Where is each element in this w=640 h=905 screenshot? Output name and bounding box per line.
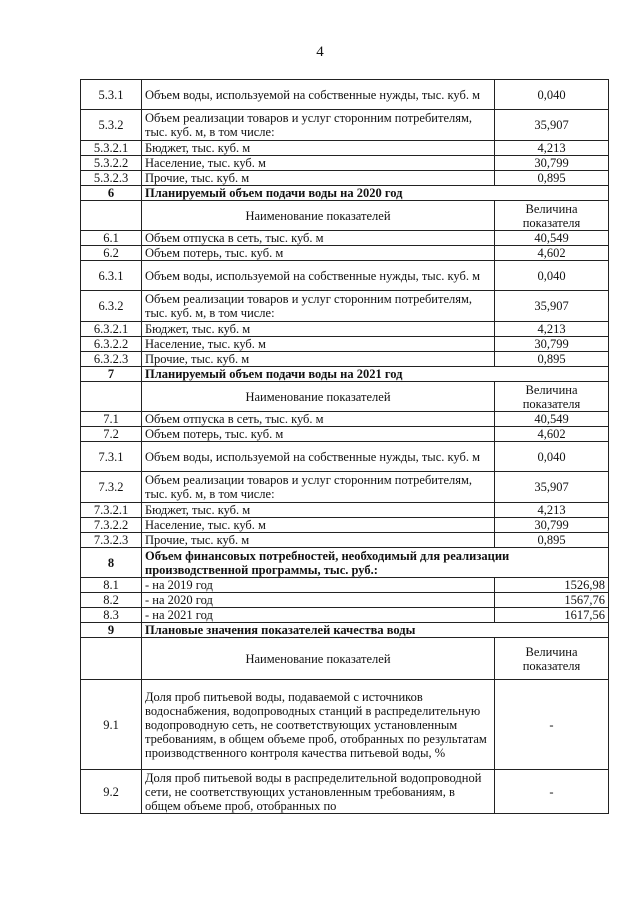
row-number: 5.3.2.3: [81, 171, 142, 186]
row-number: 9.2: [81, 770, 142, 814]
row-indicator: - на 2020 год: [142, 593, 495, 608]
row-indicator: Объем воды, используемой на собственные нужды, тыс. куб. м: [142, 80, 495, 110]
header-name-label: Наименование показателей: [142, 638, 495, 680]
header-blank-cell: [81, 638, 142, 680]
header-value-label: Величина показателя: [495, 382, 609, 412]
table-row: [81, 533, 609, 548]
section-title: Плановые значения показателей качества воды: [142, 623, 609, 638]
row-number: 8.1: [81, 578, 142, 593]
table-row: [81, 171, 609, 186]
row-indicator: Население, тыс. куб. м: [142, 156, 495, 171]
row-value: 4,213: [495, 503, 609, 518]
row-value: -: [495, 680, 609, 770]
row-value: 4,213: [495, 322, 609, 337]
table-row: [81, 593, 609, 608]
row-number: 6.3.2.2: [81, 337, 142, 352]
row-value: 1567,76: [495, 593, 609, 608]
section-row: [81, 186, 609, 201]
table-row: [81, 770, 609, 814]
row-value: 30,799: [495, 156, 609, 171]
row-number: 7.3.2.2: [81, 518, 142, 533]
table-row: [81, 578, 609, 593]
row-value: 0,895: [495, 352, 609, 367]
row-number: 7.3.2.1: [81, 503, 142, 518]
row-number: 8.3: [81, 608, 142, 623]
section-number: 9: [81, 623, 142, 638]
table-row: [81, 156, 609, 171]
table-row: [81, 291, 609, 322]
section-row: [81, 548, 609, 578]
row-value: 0,040: [495, 442, 609, 472]
row-value: 4,602: [495, 427, 609, 442]
row-indicator: Бюджет, тыс. куб. м: [142, 141, 495, 156]
row-value: 30,799: [495, 518, 609, 533]
row-indicator: Население, тыс. куб. м: [142, 337, 495, 352]
table-row: [81, 246, 609, 261]
table-row: [81, 442, 609, 472]
column-header-row: [81, 201, 609, 231]
table-row: [81, 141, 609, 156]
row-value: 35,907: [495, 110, 609, 141]
table-row: [81, 110, 609, 141]
row-indicator: Доля проб питьевой воды, подаваемой с источников водоснабжения, водопроводных станций в распределительную водопроводную сеть, не соответствующих установленным требованиям, в общем объеме проб, отобранных по результатам производственного контроля качества питьевой воды, %: [142, 680, 495, 770]
page-number: 4: [316, 44, 324, 60]
row-number: 5.3.2.1: [81, 141, 142, 156]
row-value: 0,895: [495, 171, 609, 186]
table-row: [81, 412, 609, 427]
row-number: 5.3.2.2: [81, 156, 142, 171]
row-indicator: Население, тыс. куб. м: [142, 518, 495, 533]
header-blank-cell: [81, 201, 142, 231]
row-value: 4,602: [495, 246, 609, 261]
section-title: Планируемый объем подачи воды на 2020 год: [142, 186, 609, 201]
row-indicator: Объем воды, используемой на собственные нужды, тыс. куб. м: [142, 261, 495, 291]
row-indicator: Объем отпуска в сеть, тыс. куб. м: [142, 231, 495, 246]
row-value: 0,040: [495, 80, 609, 110]
header-name-label: Наименование показателей: [142, 382, 495, 412]
row-number: 7.3.2: [81, 472, 142, 503]
section-number: 6: [81, 186, 142, 201]
row-value: -: [495, 770, 609, 814]
column-header-row: [81, 638, 609, 680]
row-indicator: Объем реализации товаров и услуг сторонним потребителям, тыс. куб. м, в том числе:: [142, 472, 495, 503]
table-row: [81, 231, 609, 246]
row-number: 7.1: [81, 412, 142, 427]
table-row: [81, 518, 609, 533]
row-number: 7.3.2.3: [81, 533, 142, 548]
table-row: [81, 261, 609, 291]
header-value-label: Величина показателя: [495, 638, 609, 680]
table-row: [81, 80, 609, 110]
row-value: 0,895: [495, 533, 609, 548]
row-value: 1526,98: [495, 578, 609, 593]
row-indicator: Объем воды, используемой на собственные нужды, тыс. куб. м: [142, 442, 495, 472]
section-title: Планируемый объем подачи воды на 2021 год: [142, 367, 609, 382]
row-indicator: Прочие, тыс. куб. м: [142, 352, 495, 367]
row-number: 8.2: [81, 593, 142, 608]
row-indicator: Объем реализации товаров и услуг сторонним потребителям, тыс. куб. м, в том числе:: [142, 291, 495, 322]
row-indicator: Объем реализации товаров и услуг сторонним потребителям, тыс. куб. м, в том числе:: [142, 110, 495, 141]
row-value: 1617,56: [495, 608, 609, 623]
row-indicator: Объем потерь, тыс. куб. м: [142, 427, 495, 442]
row-number: 6.3.1: [81, 261, 142, 291]
section-title: Объем финансовых потребностей, необходимый для реализации производственной программы, тыс. руб.:: [142, 548, 609, 578]
row-value: 40,549: [495, 231, 609, 246]
section-number: 8: [81, 548, 142, 578]
table-row: [81, 503, 609, 518]
table-row: [81, 352, 609, 367]
header-value-label: Величина показателя: [495, 201, 609, 231]
row-indicator: Объем потерь, тыс. куб. м: [142, 246, 495, 261]
row-number: 5.3.2: [81, 110, 142, 141]
row-value: 35,907: [495, 291, 609, 322]
row-indicator: Бюджет, тыс. куб. м: [142, 503, 495, 518]
row-value: 4,213: [495, 141, 609, 156]
row-indicator: Прочие, тыс. куб. м: [142, 533, 495, 548]
row-number: 6.3.2.1: [81, 322, 142, 337]
row-indicator: Доля проб питьевой воды в распределительной водопроводной сети, не соответствующих установленным требованиям, в общем объеме проб, отобранных по: [142, 770, 495, 814]
row-number: 6.3.2.3: [81, 352, 142, 367]
row-indicator: Бюджет, тыс. куб. м: [142, 322, 495, 337]
row-indicator: Объем отпуска в сеть, тыс. куб. м: [142, 412, 495, 427]
section-number: 7: [81, 367, 142, 382]
row-value: 30,799: [495, 337, 609, 352]
row-value: 40,549: [495, 412, 609, 427]
row-number: 6.3.2: [81, 291, 142, 322]
row-indicator: - на 2019 год: [142, 578, 495, 593]
row-number: 6.1: [81, 231, 142, 246]
row-number: 6.2: [81, 246, 142, 261]
table-row: [81, 608, 609, 623]
section-row: [81, 623, 609, 638]
row-number: 7.2: [81, 427, 142, 442]
table-row: [81, 337, 609, 352]
row-indicator: Прочие, тыс. куб. м: [142, 171, 495, 186]
header-name-label: Наименование показателей: [142, 201, 495, 231]
table-row: [81, 322, 609, 337]
column-header-row: [81, 382, 609, 412]
table-row: [81, 427, 609, 442]
row-number: 7.3.1: [81, 442, 142, 472]
row-number: 5.3.1: [81, 80, 142, 110]
row-value: 0,040: [495, 261, 609, 291]
row-value: 35,907: [495, 472, 609, 503]
row-number: 9.1: [81, 680, 142, 770]
table-row: [81, 680, 609, 770]
section-row: [81, 367, 609, 382]
row-indicator: - на 2021 год: [142, 608, 495, 623]
table-row: [81, 472, 609, 503]
header-blank-cell: [81, 382, 142, 412]
indicators-table: [80, 79, 609, 814]
